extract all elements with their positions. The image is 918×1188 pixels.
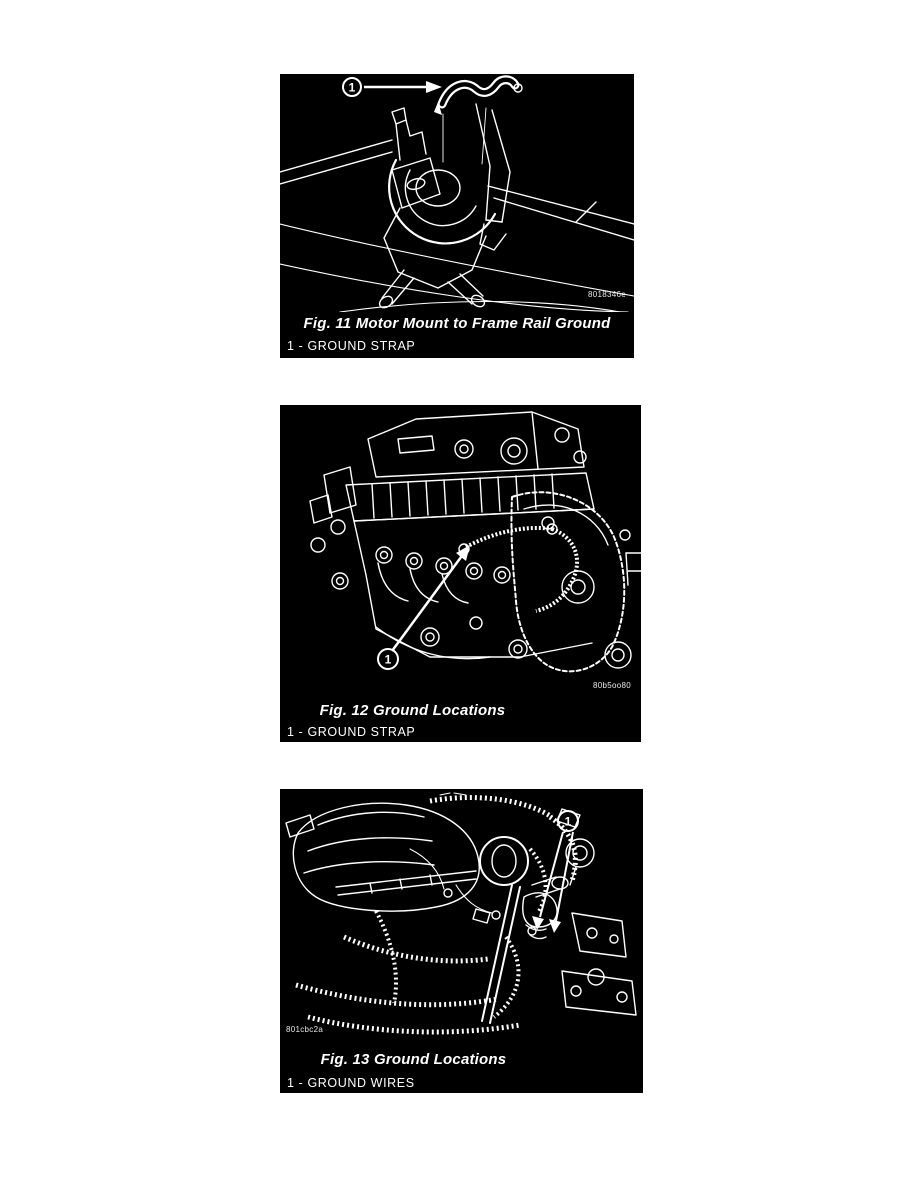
figure-11-panel	[280, 74, 634, 358]
figure-legend: 1 - GROUND WIRES	[287, 1076, 415, 1090]
wiring-harness-art	[296, 798, 575, 1032]
engine-side-line-art	[280, 405, 641, 699]
figure-legend: 1 - GROUND STRAP	[287, 725, 416, 739]
callout-number: 1	[348, 80, 356, 95]
motor-mount-line-art	[280, 74, 634, 312]
callout-marker	[532, 811, 578, 933]
art-code: 80b5oo80	[593, 681, 631, 690]
ground-strap-art	[459, 524, 577, 611]
arrowhead-icon	[549, 919, 561, 933]
callout-number: 1	[384, 652, 392, 667]
engine-bay-line-art	[280, 789, 643, 1049]
arrowhead-icon	[426, 81, 442, 93]
figure-12-panel	[280, 405, 641, 742]
figure-caption: Fig. 11 Motor Mount to Frame Rail Ground	[303, 315, 611, 332]
art-code: 801cbc2a	[286, 1025, 324, 1034]
figure-13-panel	[280, 789, 643, 1093]
art-code: 8018346e	[588, 290, 626, 299]
callout-number: 1	[564, 814, 572, 829]
arrowhead-icon	[456, 545, 470, 561]
figure-legend: 1 - GROUND STRAP	[287, 339, 416, 353]
figure-caption: Fig. 13 Ground Locations	[320, 1051, 507, 1068]
callout-marker	[378, 545, 470, 669]
figure-caption: Fig. 12 Ground Locations	[319, 702, 506, 719]
callout-marker	[343, 78, 442, 96]
